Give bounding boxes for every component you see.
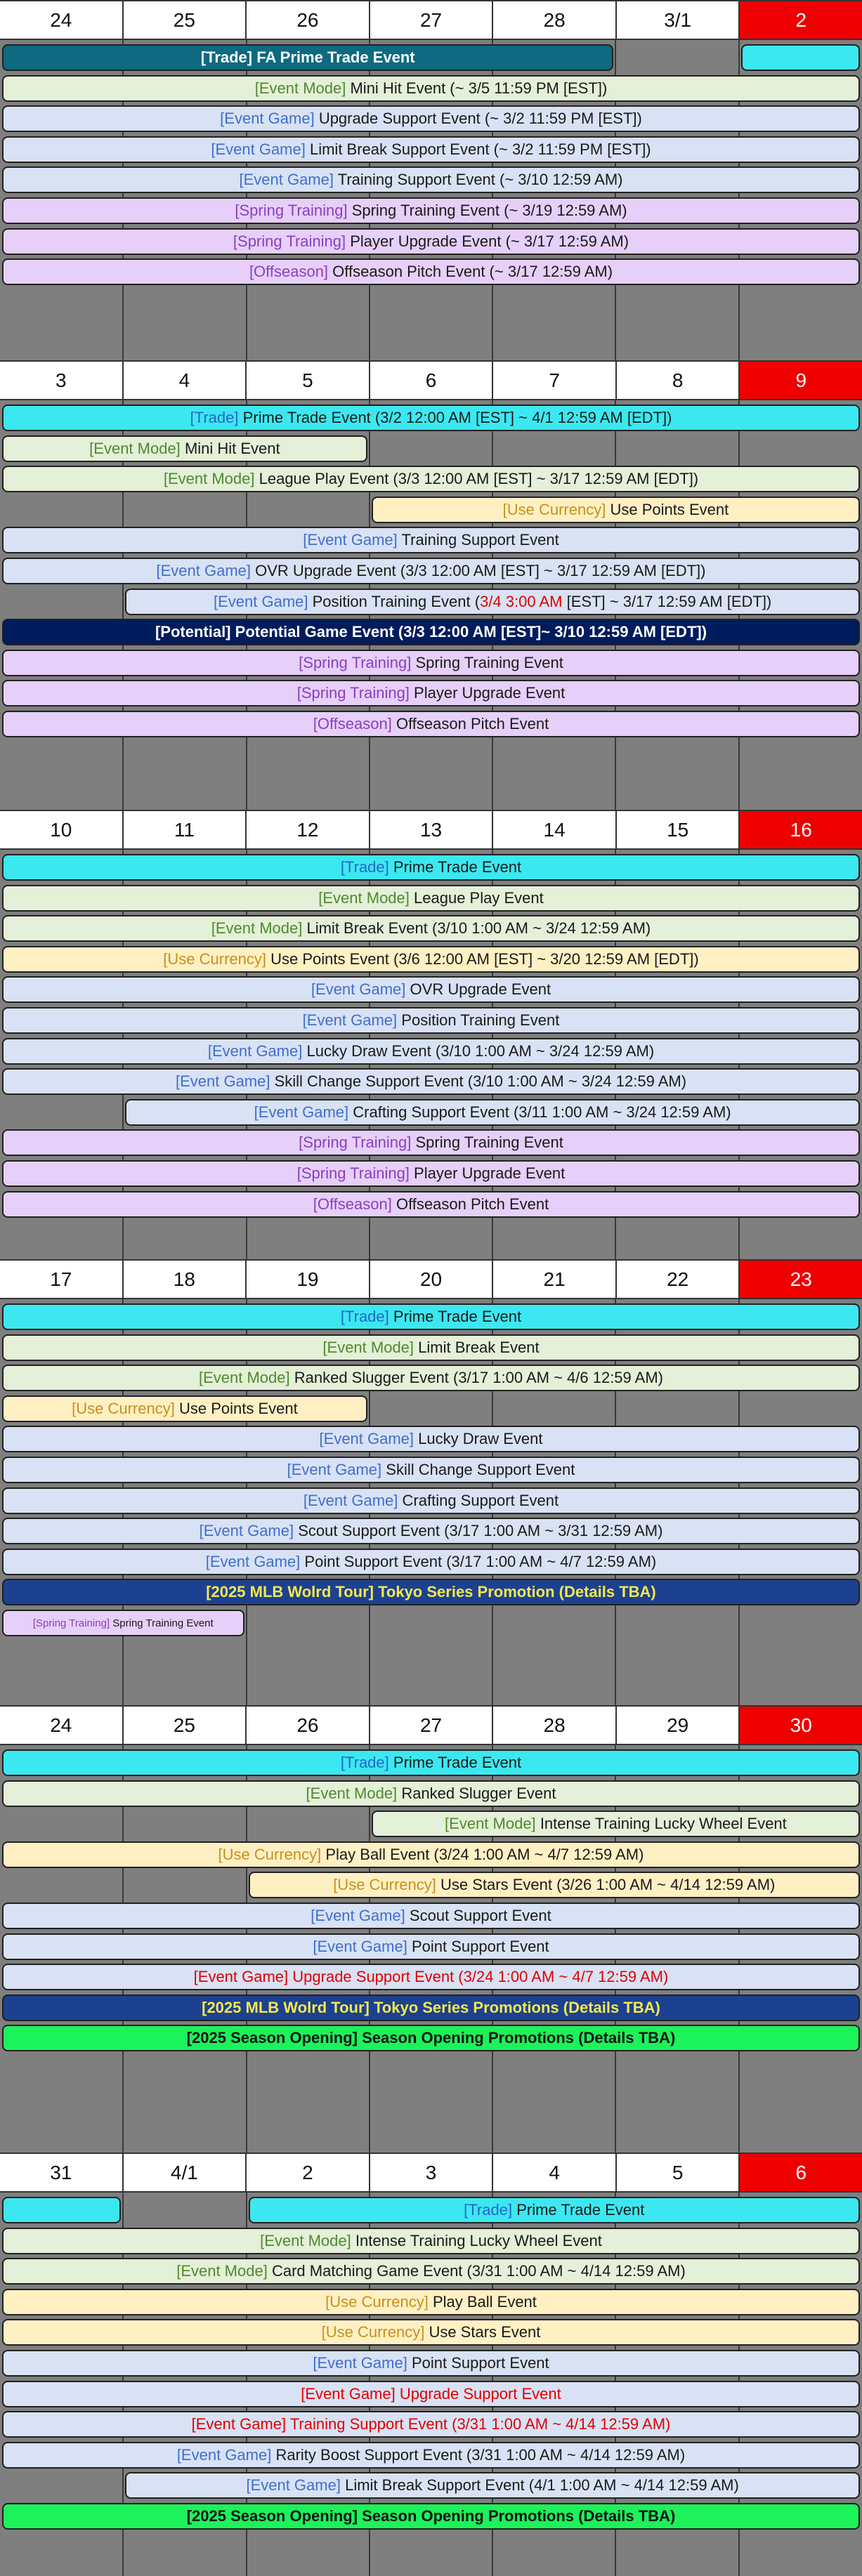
- day-label: 19: [245, 1261, 369, 1298]
- event-bar-tokyo-series-promotions[interactable]: [2, 1995, 860, 2021]
- event-category-tag: [Event Mode]: [198, 1369, 290, 1387]
- event-category-tag: [Event Game]: [319, 1430, 414, 1448]
- event-bar-use-stars-event[interactable]: [2, 2319, 860, 2346]
- week-1: [0, 0, 862, 360]
- day-label: 4/1: [122, 2154, 246, 2191]
- day-label: 3: [55, 369, 67, 391]
- event-title: Play Ball Event (3/24 1:00 AM ~ 4/7 12:59 AM): [325, 1845, 644, 1863]
- event-bar-tokyo-series-promotion[interactable]: [2, 1579, 860, 1605]
- event-bar-limit-break-event[interactable]: [2, 915, 860, 942]
- event-category-tag: [Event Game]: [207, 1041, 303, 1060]
- event-title: League Play Event: [414, 888, 544, 907]
- event-title: Training Support Event: [401, 531, 559, 549]
- event-title: Use Stars Event (3/26 1:00 AM ~ 4/14 12:59 AM): [440, 1876, 776, 1894]
- event-bar-fa-prime-trade-event-continuation[interactable]: [741, 44, 860, 71]
- event-title: [2025 MLB Wolrd Tour] Tokyo Series Promotion (Details TBA): [206, 1583, 656, 1601]
- event-title: Limit Break Event (3/10 1:00 AM ~ 3/24 12:59 AM): [306, 919, 651, 938]
- event-bar-training-support-event[interactable]: [2, 166, 860, 193]
- event-bar-ranked-slugger-event[interactable]: [2, 1365, 860, 1391]
- day-label: 21: [492, 1261, 615, 1298]
- event-bar-mini-hit-event[interactable]: [2, 75, 860, 102]
- event-bar-upgrade-support-event[interactable]: [2, 105, 860, 132]
- event-title: Player Upgrade Event: [414, 684, 566, 702]
- day-label: 28: [492, 1, 615, 39]
- day-label: 2: [738, 1, 862, 39]
- event-title: Use Stars Event: [429, 2323, 541, 2341]
- day-label: 16: [738, 811, 862, 848]
- event-bar-limit-break-support-event[interactable]: [2, 136, 860, 163]
- event-bar-player-upgrade-event[interactable]: [2, 228, 860, 255]
- day-label: 12: [245, 811, 369, 848]
- event-category-tag: [Event Mode]: [306, 1784, 398, 1802]
- event-bar-lucky-draw-event[interactable]: [2, 1426, 860, 1452]
- event-category-tag: [Event Mode]: [260, 2231, 351, 2249]
- event-category-tag: [Event Game]: [220, 110, 315, 128]
- event-bar-limit-break-event[interactable]: [2, 1334, 860, 1361]
- event-category-tag: [Event Mode]: [176, 2262, 268, 2280]
- event-bar-prime-trade-event[interactable]: [249, 2197, 860, 2223]
- week-header: [0, 2153, 862, 2193]
- event-title: Scout Support Event (3/17 1:00 AM ~ 3/31 12:59 AM): [298, 1522, 663, 1540]
- event-title: Potential Game Event (3/3 12:00 AM [EST]~ 3/10 12:59 AM [EDT]): [235, 623, 707, 641]
- day-label: 14: [492, 811, 615, 848]
- event-bar-potential-game-event[interactable]: [2, 619, 860, 645]
- event-title: Upgrade Support Event (~ 3/2 11:59 PM [EST]): [318, 110, 642, 128]
- event-title: Point Support Event: [411, 2354, 549, 2372]
- day-label: 24: [50, 1714, 72, 1736]
- event-category-tag: [Trade]: [340, 1754, 389, 1771]
- event-title: Prime Trade Event (3/2 12:00 AM [EST] ~ 4/1 12:59 AM [EDT]): [242, 409, 672, 426]
- day-label: 26: [245, 1707, 369, 1744]
- event-bar-spring-training-event[interactable]: [2, 197, 860, 224]
- event-category-tag: [Event Game]: [176, 2445, 272, 2464]
- day-label: 11: [122, 811, 246, 848]
- event-title: Spring Training Event: [415, 653, 563, 671]
- event-title: Prime Trade Event: [393, 858, 522, 876]
- event-category-tag: [Trade]: [340, 1308, 389, 1325]
- event-title: Offseason Pitch Event: [396, 1195, 549, 1213]
- event-bar-offseason-pitch-event[interactable]: [2, 1191, 860, 1218]
- event-category-tag: [Use Currency]: [321, 2323, 425, 2341]
- day-label: 3: [369, 2154, 492, 2191]
- day-label: 10: [50, 818, 72, 841]
- event-category-tag: [Spring Training]: [296, 684, 410, 702]
- day-label: 18: [122, 1261, 246, 1298]
- event-title: Position Training Event: [401, 1011, 560, 1029]
- event-category-tag: [Spring Training]: [299, 653, 412, 671]
- week-3: [0, 810, 862, 1259]
- day-label: 25: [122, 1, 246, 39]
- week-2: [0, 360, 862, 810]
- event-title: [2025 MLB Wolrd Tour] Tokyo Series Promotions (Details TBA): [202, 1998, 660, 2016]
- day-label: 5: [245, 362, 369, 399]
- day-label: 17: [50, 1268, 72, 1290]
- event-bar-season-opening-promotions[interactable]: [2, 2503, 860, 2530]
- event-category-tag: [Event Game]: [199, 1522, 294, 1540]
- event-bar-lucky-draw-event[interactable]: [2, 1038, 860, 1065]
- event-category-tag: [Event Game]: [311, 980, 406, 999]
- day-label: 27: [369, 1, 492, 39]
- event-bar-rarity-boost-support-event[interactable]: [2, 2442, 860, 2469]
- day-label: 31: [50, 2161, 72, 2183]
- day-label: 5: [615, 2154, 739, 2191]
- event-bar-prime-trade-event[interactable]: [2, 854, 860, 881]
- event-bar-league-play-event[interactable]: [2, 885, 860, 912]
- day-label: 30: [738, 1707, 862, 1744]
- event-category-tag: [Event Mode]: [318, 888, 410, 907]
- event-category-tag: [Event Game]: [205, 1552, 301, 1570]
- event-title: Spring Training Event (~ 3/19 12:59 AM): [351, 202, 627, 219]
- event-title: Ranked Slugger Event: [401, 1784, 556, 1802]
- week-header: [0, 810, 862, 850]
- event-title: Scout Support Event: [409, 1907, 551, 1924]
- event-category-tag: [Use Currency]: [502, 500, 606, 518]
- event-title: Player Upgrade Event: [414, 1164, 566, 1182]
- event-title: Use Points Event: [610, 500, 729, 518]
- event-bar-scout-support-event[interactable]: [2, 1903, 860, 1929]
- event-category-tag: [Offseason]: [313, 1195, 392, 1213]
- event-title: Crafting Support Event (3/11 1:00 AM ~ 3/24 12:59 AM): [353, 1103, 731, 1121]
- event-bar-season-opening-promotions[interactable]: [2, 2025, 860, 2051]
- event-title: Position Training Event (: [312, 592, 481, 610]
- event-bar-league-play-event[interactable]: [2, 466, 860, 492]
- day-label: 3/1: [615, 1, 739, 39]
- event-category-tag: [Trade]: [340, 858, 389, 876]
- event-bar-point-support-event[interactable]: [2, 2350, 860, 2377]
- event-bar-play-ball-event[interactable]: [2, 1841, 860, 1868]
- event-title: Spring Training Event: [112, 1617, 214, 1629]
- event-bar-player-upgrade-event[interactable]: [2, 1160, 860, 1187]
- event-category-tag: [Event Game]: [211, 140, 306, 158]
- event-title: Mini Hit Event (~ 3/5 11:59 PM [EST]): [350, 79, 608, 97]
- event-title: Limit Break Event: [418, 1338, 540, 1356]
- day-label: 29: [615, 1707, 739, 1744]
- event-title: Intense Training Lucky Wheel Event: [355, 2231, 602, 2249]
- day-label: 6: [369, 362, 492, 399]
- event-category-tag: [Event Game]: [313, 1937, 407, 1955]
- event-category-tag: [Trade]: [464, 2201, 513, 2219]
- event-title: Rarity Boost Support Event (3/31 1:00 AM ~ 4/14 12:59 AM): [275, 2445, 686, 2464]
- event-category-tag: [Trade]: [200, 48, 253, 66]
- event-category-tag: [Use Currency]: [333, 1876, 436, 1894]
- event-title: OVR Upgrade Event (3/3 12:00 AM [EST] ~ 3/17 12:59 AM [EDT]): [255, 562, 706, 579]
- day-label: 22: [615, 1261, 739, 1298]
- event-title: Offseason Pitch Event: [396, 715, 549, 732]
- event-bar-position-training-event[interactable]: [125, 589, 860, 615]
- event-title: Lucky Draw Event: [418, 1430, 543, 1448]
- event-title-suffix: [EST] ~ 3/17 12:59 AM [EDT]): [562, 592, 772, 610]
- event-category-tag: [Trade]: [190, 409, 239, 426]
- event-title: Spring Training Event: [415, 1133, 563, 1152]
- event-category-tag: [Event Game]: [311, 1907, 405, 1924]
- event-title: Prime Trade Event: [393, 1308, 522, 1325]
- event-bar-use-points-event[interactable]: [2, 946, 860, 973]
- event-bar-limit-break-support-event[interactable]: [125, 2472, 860, 2499]
- event-title: Point Support Event (3/17 1:00 AM ~ 4/7 12:59 AM): [304, 1552, 657, 1570]
- event-category-tag: [Event Game]: [239, 171, 334, 189]
- event-title: Card Matching Game Event (3/31 1:00 AM ~ 4/14 12:59 AM): [271, 2262, 686, 2280]
- event-title: Prime Trade Event: [516, 2201, 645, 2219]
- event-title: Player Upgrade Event (~ 3/17 12:59 AM): [350, 232, 629, 250]
- event-title: Point Support Event: [411, 1937, 549, 1955]
- event-bar-prime-trade-event[interactable]: [2, 1749, 860, 1776]
- event-title: Intense Training Lucky Wheel Event: [540, 1815, 787, 1833]
- event-category-tag: [Event Mode]: [254, 79, 346, 97]
- event-bar-offseason-pitch-event[interactable]: [2, 711, 860, 737]
- event-category-tag: [Event Mode]: [445, 1815, 536, 1833]
- day-label: 15: [615, 811, 739, 848]
- event-bar-skill-change-support-event[interactable]: [2, 1068, 860, 1095]
- event-highlight-time: 3/4 3:00 AM: [480, 592, 563, 610]
- event-category-tag: [Event Game]: [303, 1491, 398, 1509]
- event-bar-skill-change-support-event[interactable]: [2, 1457, 860, 1483]
- day-label: 4: [122, 362, 246, 399]
- event-title: FA Prime Trade Event: [256, 48, 415, 66]
- day-label: 20: [369, 1261, 492, 1298]
- day-label: 23: [738, 1261, 862, 1298]
- event-bar-intense-training-lucky-wheel-event[interactable]: [2, 2228, 860, 2254]
- week-6: [0, 2153, 862, 2576]
- event-category-tag: [Offseason]: [249, 263, 329, 281]
- event-category-tag: [Use Currency]: [325, 2292, 429, 2311]
- event-bar-spring-training-event[interactable]: [2, 1610, 244, 1636]
- week-4: [0, 1259, 862, 1705]
- day-label: 26: [245, 1, 369, 39]
- event-category-tag: [Spring Training]: [299, 1133, 412, 1152]
- event-bar-ranked-slugger-event[interactable]: [2, 1780, 860, 1807]
- event-title: [2025 Season Opening] Season Opening Promotions (Details TBA): [186, 2029, 676, 2047]
- event-title: Lucky Draw Event (3/10 1:00 AM ~ 3/24 12:59 AM): [306, 1041, 655, 1060]
- event-category-tag: [Event Game]: [287, 1461, 382, 1478]
- day-label: 9: [738, 362, 862, 399]
- event-category-tag: [Spring Training]: [235, 202, 348, 219]
- event-bar-crafting-support-event[interactable]: [2, 1487, 860, 1514]
- event-bar-prime-trade-event[interactable]: [2, 1303, 860, 1330]
- event-title: Limit Break Support Event (~ 3/2 11:59 PM [EST]): [309, 140, 651, 158]
- event-bar-intense-training-lucky-wheel-event[interactable]: [372, 1811, 860, 1837]
- day-label: 13: [369, 811, 492, 848]
- event-category-tag: [Use Currency]: [163, 949, 266, 968]
- event-title: Use Points Event (3/6 12:00 AM [EST] ~ 3/20 12:59 AM [EDT]): [270, 949, 699, 968]
- week-header: [0, 0, 862, 40]
- event-category-tag: [Event Mode]: [163, 470, 255, 488]
- week-header: [0, 1705, 862, 1745]
- day-label: 8: [615, 362, 739, 399]
- day-label: 25: [122, 1707, 246, 1744]
- event-category-tag: [Event Mode]: [322, 1338, 414, 1356]
- event-bar-ovr-upgrade-event[interactable]: [2, 976, 860, 1003]
- event-category-tag: [Spring Training]: [233, 232, 346, 250]
- event-bar-training-support-event[interactable]: [2, 2411, 860, 2438]
- event-title: [Event Game] Upgrade Support Event: [301, 2384, 561, 2403]
- event-bar-prime-trade-event-ending[interactable]: [2, 2197, 121, 2223]
- event-title: Mini Hit Event: [184, 439, 280, 457]
- week-header: [0, 360, 862, 400]
- event-bar-player-upgrade-event[interactable]: [2, 680, 860, 707]
- event-category-tag: [Event Game]: [213, 592, 308, 610]
- event-category-tag: [Event Mode]: [89, 439, 181, 457]
- event-category-tag: [Offseason]: [313, 715, 392, 732]
- event-title: Crafting Support Event: [402, 1491, 559, 1509]
- event-bar-training-support-event[interactable]: [2, 527, 860, 553]
- event-title: Offseason Pitch Event (~ 3/17 12:59 AM): [332, 263, 613, 281]
- event-category-tag: [Event Game]: [175, 1072, 270, 1091]
- week-5: [0, 1705, 862, 2153]
- event-category-tag: [Event Game]: [246, 2476, 341, 2495]
- event-title: [Event Game] Upgrade Support Event (3/24 1:00 AM ~ 4/7 12:59 AM): [193, 1968, 669, 1986]
- event-category-tag: [Event Mode]: [211, 919, 303, 938]
- event-bar-offseason-pitch-event[interactable]: [2, 258, 860, 285]
- week-header: [0, 1259, 862, 1299]
- event-category-tag: [Event Game]: [303, 531, 398, 549]
- event-title: League Play Event (3/3 12:00 AM [EST] ~ 3/17 12:59 AM [EDT]): [259, 470, 699, 488]
- event-title: Ranked Slugger Event (3/17 1:00 AM ~ 4/6 12:59 AM): [294, 1369, 664, 1387]
- event-title: Skill Change Support Event: [386, 1461, 575, 1478]
- event-bar-use-points-event[interactable]: [372, 497, 860, 523]
- event-bar-play-ball-event[interactable]: [2, 2289, 860, 2315]
- event-title: Training Support Event (~ 3/10 12:59 AM): [337, 171, 623, 189]
- event-category-tag: [Event Game]: [254, 1103, 349, 1121]
- event-bar-mini-hit-event[interactable]: [2, 435, 367, 462]
- event-title: Prime Trade Event: [393, 1754, 522, 1771]
- event-bar-upgrade-support-event[interactable]: [2, 2381, 860, 2407]
- event-bar-ovr-upgrade-event[interactable]: [2, 558, 860, 584]
- event-title: [2025 Season Opening] Season Opening Promotions (Details TBA): [186, 2507, 676, 2525]
- day-label: 4: [492, 2154, 615, 2191]
- event-bar-spring-training-event[interactable]: [2, 1129, 860, 1156]
- event-title: Play Ball Event: [432, 2292, 537, 2311]
- event-bar-use-points-event[interactable]: [2, 1395, 367, 1422]
- event-category-tag: [Use Currency]: [218, 1845, 322, 1863]
- event-bar-spring-training-event[interactable]: [2, 650, 860, 676]
- event-bar-use-stars-event[interactable]: [249, 1872, 860, 1898]
- day-label: 6: [738, 2154, 862, 2191]
- event-title: OVR Upgrade Event: [410, 980, 551, 999]
- event-bar-point-support-event[interactable]: [2, 1933, 860, 1960]
- event-title: Skill Change Support Event (3/10 1:00 AM ~ 3/24 12:59 AM): [274, 1072, 687, 1091]
- event-category-tag: [Spring Training]: [296, 1164, 410, 1182]
- event-bar-scout-support-event[interactable]: [2, 1518, 860, 1544]
- event-bar-fa-prime-trade-event[interactable]: [2, 44, 613, 71]
- day-label: 24: [50, 8, 72, 31]
- event-bar-position-training-event[interactable]: [2, 1007, 860, 1034]
- event-title: Use Points Event: [178, 1399, 298, 1417]
- day-label: 7: [492, 362, 615, 399]
- event-category-tag: [Potential]: [155, 623, 231, 641]
- event-category-tag: [Event Game]: [313, 2354, 407, 2372]
- event-bar-prime-trade-event[interactable]: [2, 405, 860, 431]
- event-title: [Event Game] Training Support Event (3/31 1:00 AM ~ 4/14 12:59 AM): [191, 2415, 671, 2433]
- event-category-tag: [Event Game]: [302, 1011, 398, 1029]
- event-bar-crafting-support-event[interactable]: [125, 1099, 860, 1126]
- event-bar-point-support-event[interactable]: [2, 1549, 860, 1575]
- event-category-tag: [Use Currency]: [72, 1399, 175, 1417]
- day-label: 2: [245, 2154, 369, 2191]
- event-category-tag: [Event Game]: [156, 562, 251, 579]
- event-title: Limit Break Support Event (4/1 1:00 AM ~ 4/14 12:59 AM): [345, 2476, 739, 2495]
- event-bar-upgrade-support-event[interactable]: [2, 1964, 860, 1990]
- event-bar-card-matching-game-event[interactable]: [2, 2258, 860, 2285]
- event-category-tag: [Spring Training]: [32, 1617, 110, 1629]
- day-label: 27: [369, 1707, 492, 1744]
- day-label: 28: [492, 1707, 615, 1744]
